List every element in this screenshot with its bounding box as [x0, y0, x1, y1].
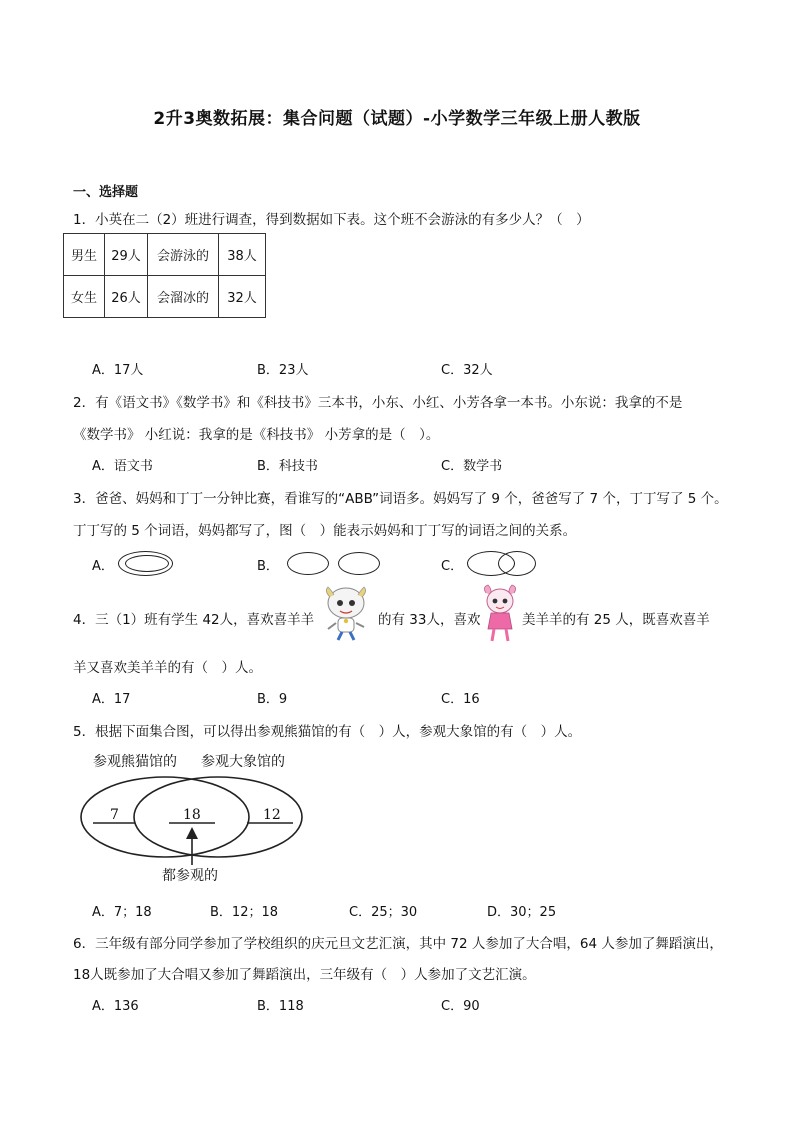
- section-heading: 一、选择题: [73, 185, 139, 200]
- q4-option-b[interactable]: B．9: [257, 692, 288, 707]
- panda-set-ellipse: [81, 777, 249, 857]
- q6-option-a[interactable]: A．136: [92, 999, 139, 1014]
- question-2-line2: 《数学书》 小红说：我拿的是《科技书》 小芳拿的是（ ）。: [73, 427, 440, 443]
- venn-diagram: [75, 775, 315, 875]
- venn-left-label: 参观熊猫馆的: [93, 754, 177, 770]
- q1-option-b[interactable]: B．23人: [257, 363, 309, 378]
- right-ellipse: [498, 551, 536, 576]
- venn-right-label: 参观大象馆的: [201, 754, 285, 770]
- q2-option-c[interactable]: C．数学书: [441, 459, 503, 474]
- table-cell: 32人: [219, 276, 266, 318]
- pleasant-goat-icon: [322, 583, 370, 643]
- question-1-text: 1．小英在二（2）班进行调查，得到数据如下表。这个班不会游泳的有多少人？（ ）: [73, 212, 590, 228]
- q3-option-b[interactable]: B．: [257, 559, 279, 574]
- question-4-part1: 4．三（1）班有学生 42人，喜欢喜羊羊: [73, 612, 315, 628]
- venn-bottom-label: 都参观的: [162, 868, 218, 884]
- q6-option-b[interactable]: B．118: [257, 999, 304, 1014]
- table-cell: 会溜冰的: [148, 276, 219, 318]
- question-4-part3: 美羊羊的有 25 人，既喜欢喜羊: [522, 612, 710, 628]
- q5-option-b[interactable]: B．12；18: [210, 905, 279, 920]
- q5-option-c[interactable]: C．25；30: [349, 905, 418, 920]
- q2-option-b[interactable]: B．科技书: [257, 459, 318, 474]
- q6-option-c[interactable]: C．90: [441, 999, 480, 1014]
- question-4-part2: 的有 33人，喜欢: [378, 612, 481, 628]
- venn-right-value: 12: [263, 807, 281, 823]
- q3-option-c[interactable]: C．: [441, 559, 464, 574]
- right-ellipse: [338, 552, 380, 575]
- pretty-goat-icon: [482, 583, 518, 645]
- question-3-line2: 丁丁写的 5 个词语，妈妈都写了，图（ ）能表示妈妈和丁丁写的词语之间的关系。: [73, 523, 577, 539]
- table-row: [64, 234, 266, 276]
- question-6-line1: 6．三年级有部分同学参加了学校组织的庆元旦文艺汇演，其中 72 人参加了大合唱，64 人参加了舞蹈演出，: [73, 936, 723, 952]
- inner-ellipse: [125, 555, 169, 572]
- q1-option-c[interactable]: C．32人: [441, 363, 493, 378]
- question-5-text: 5．根据下面集合图，可以得出参观熊猫馆的有（ ）人，参观大象馆的有（ ）人。: [73, 724, 582, 740]
- table-cell: 男生: [64, 234, 105, 276]
- table-row: [64, 276, 266, 318]
- q5-option-a[interactable]: A．7；18: [92, 905, 152, 920]
- table-cell: 会游泳的: [148, 234, 219, 276]
- question-2-line1: 2．有《语文书》《数学书》和《科技书》三本书，小东、小红、小芳各拿一本书。小东说：我拿的不是: [73, 395, 683, 411]
- venn-middle-value: 18: [183, 807, 201, 823]
- page-title: 2升3奥数拓展：集合问题（试题）-小学数学三年级上册人教版: [153, 109, 641, 129]
- table-cell: 女生: [64, 276, 105, 318]
- question-6-line2: 18人既参加了大合唱又参加了舞蹈演出，三年级有（ ）人参加了文艺汇演。: [73, 967, 536, 983]
- question-3-line1: 3．爸爸、妈妈和丁丁一分钟比赛，看谁写的“ABB”词语多。妈妈写了 9 个，爸爸写了 7 个，丁丁写了 5 个。: [73, 491, 728, 507]
- q4-option-a[interactable]: A．17: [92, 692, 131, 707]
- survey-table: [63, 233, 266, 318]
- table-cell: 38人: [219, 234, 266, 276]
- q5-option-d[interactable]: D．30；25: [487, 905, 557, 920]
- venn-left-value: 7: [110, 807, 119, 823]
- q4-option-c[interactable]: C．16: [441, 692, 480, 707]
- q2-option-a[interactable]: A．语文书: [92, 459, 153, 474]
- q1-option-a[interactable]: A．17人: [92, 363, 144, 378]
- question-4-line2: 羊又喜欢美羊羊的有（ ）人。: [73, 660, 262, 676]
- table-cell: 29人: [105, 234, 148, 276]
- q3-option-a[interactable]: A．: [92, 559, 114, 574]
- table-cell: 26人: [105, 276, 148, 318]
- left-ellipse: [287, 552, 329, 575]
